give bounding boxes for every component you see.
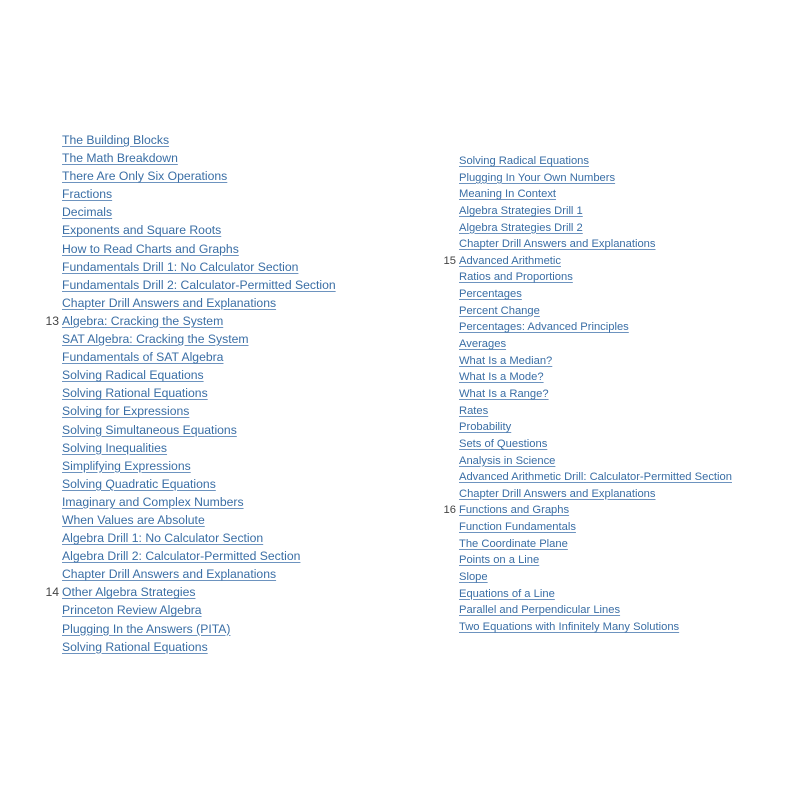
toc-entry bbox=[459, 369, 789, 386]
toc-entry bbox=[62, 203, 392, 221]
toc-right-column bbox=[443, 153, 789, 636]
toc-link[interactable]: Solving Radical Equations bbox=[459, 155, 589, 167]
toc-entry bbox=[459, 336, 789, 353]
toc-entry bbox=[459, 469, 789, 486]
toc-link[interactable]: Equations of a Line bbox=[459, 587, 555, 600]
toc-link[interactable]: Simplifying Expressions bbox=[62, 458, 191, 473]
toc-chapter-entry bbox=[443, 253, 789, 270]
toc-link[interactable]: What Is a Median? bbox=[459, 354, 553, 367]
toc-link[interactable]: Algebra Drill 2: Calculator-Permitted Section bbox=[62, 549, 301, 564]
toc-entry bbox=[459, 552, 789, 569]
toc-link[interactable]: Advanced Arithmetic bbox=[459, 254, 561, 267]
toc-link[interactable]: Other Algebra Strategies bbox=[62, 585, 196, 600]
toc-entry bbox=[459, 303, 789, 320]
toc-entry bbox=[459, 569, 789, 586]
toc-entry bbox=[459, 319, 789, 336]
toc-entry bbox=[62, 511, 392, 529]
toc-entry bbox=[62, 565, 392, 583]
toc-link[interactable]: The Building Blocks bbox=[62, 133, 170, 147]
toc-link[interactable]: Fundamentals Drill 1: No Calculator Section bbox=[62, 259, 299, 274]
toc-entry bbox=[62, 149, 392, 167]
toc-link[interactable]: What Is a Range? bbox=[459, 387, 549, 400]
toc-link[interactable]: Points on a Line bbox=[459, 554, 540, 567]
toc-entry bbox=[62, 330, 392, 348]
toc-entry bbox=[62, 240, 392, 258]
toc-entry bbox=[459, 419, 789, 436]
toc-chapter-entry bbox=[45, 583, 392, 601]
toc-link[interactable]: Solving Simultaneous Equations bbox=[62, 422, 237, 437]
toc-chapter-entry bbox=[45, 312, 392, 330]
toc-link[interactable]: Solving Quadratic Equations bbox=[62, 476, 216, 491]
toc-entry bbox=[62, 402, 392, 420]
toc-link[interactable]: Sets of Questions bbox=[459, 437, 548, 450]
toc-link[interactable]: Algebra Strategies Drill 1 bbox=[459, 204, 583, 217]
toc-link[interactable]: Chapter Drill Answers and Explanations bbox=[62, 295, 277, 310]
toc-link[interactable]: Exponents and Square Roots bbox=[62, 223, 222, 238]
toc-link[interactable]: Solving for Expressions bbox=[62, 404, 190, 419]
toc-link[interactable]: Solving Inequalities bbox=[62, 440, 168, 455]
chapter-number: 15 bbox=[443, 254, 456, 267]
toc-entry bbox=[459, 536, 789, 553]
toc-chapter-entry bbox=[443, 502, 789, 519]
toc-link[interactable]: Imaginary and Complex Numbers bbox=[62, 494, 244, 509]
chapter-number: 13 bbox=[45, 313, 59, 328]
toc-entry bbox=[62, 258, 392, 276]
toc-link[interactable]: Chapter Drill Answers and Explanations bbox=[459, 487, 656, 500]
toc-entry bbox=[62, 475, 392, 493]
toc-entry bbox=[459, 586, 789, 603]
toc-link[interactable]: Solving Rational Equations bbox=[62, 639, 208, 654]
toc-entry bbox=[62, 439, 392, 457]
toc-link[interactable]: Chapter Drill Answers and Explanations bbox=[459, 238, 656, 251]
toc-entry bbox=[459, 203, 789, 220]
toc-link[interactable]: What Is a Mode? bbox=[459, 371, 544, 384]
toc-entry bbox=[62, 348, 392, 366]
toc-link[interactable]: Slope bbox=[459, 571, 488, 584]
toc-entry bbox=[62, 638, 392, 656]
toc-link[interactable]: Rates bbox=[459, 404, 489, 417]
toc-entry bbox=[62, 384, 392, 402]
toc-link[interactable]: Meaning In Context bbox=[459, 188, 557, 201]
toc-link[interactable]: Plugging In the Answers (PITA) bbox=[62, 621, 231, 636]
toc-link[interactable]: Analysis in Science bbox=[459, 454, 556, 467]
toc-entry bbox=[459, 269, 789, 286]
toc-link[interactable]: Averages bbox=[459, 338, 507, 351]
toc-link[interactable]: Plugging In Your Own Numbers bbox=[459, 171, 616, 184]
toc-link[interactable]: Fundamentals Drill 2: Calculator-Permitted Section bbox=[62, 277, 336, 292]
toc-entry bbox=[459, 403, 789, 420]
toc-entry bbox=[459, 236, 789, 253]
toc-entry bbox=[62, 529, 392, 547]
toc-link[interactable]: Solving Rational Equations bbox=[62, 386, 208, 401]
toc-link[interactable]: Solving Radical Equations bbox=[62, 368, 204, 383]
toc-link[interactable]: Princeton Review Algebra bbox=[62, 603, 202, 618]
toc-link[interactable]: Percentages bbox=[459, 288, 522, 301]
toc-link[interactable]: The Math Breakdown bbox=[62, 151, 178, 166]
toc-link[interactable]: Functions and Graphs bbox=[459, 504, 570, 517]
toc-entry bbox=[459, 286, 789, 303]
toc-link[interactable]: Decimals bbox=[62, 205, 113, 220]
toc-entry bbox=[62, 131, 392, 149]
toc-entry bbox=[62, 457, 392, 475]
toc-link[interactable]: Chapter Drill Answers and Explanations bbox=[62, 567, 277, 582]
toc-entry bbox=[62, 366, 392, 384]
toc-link[interactable]: Algebra Drill 1: No Calculator Section bbox=[62, 531, 264, 546]
toc-link[interactable]: Percent Change bbox=[459, 304, 540, 317]
toc-entry bbox=[62, 620, 392, 638]
toc-link[interactable]: Algebra Strategies Drill 2 bbox=[459, 221, 583, 234]
toc-entry bbox=[459, 619, 789, 636]
toc-entry bbox=[62, 493, 392, 511]
toc-entry bbox=[62, 547, 392, 565]
toc-link[interactable]: Percentages: Advanced Principles bbox=[459, 321, 629, 334]
toc-link[interactable]: How to Read Charts and Graphs bbox=[62, 241, 239, 256]
toc-entry bbox=[459, 519, 789, 536]
chapter-number: 14 bbox=[45, 585, 59, 600]
toc-entry bbox=[459, 602, 789, 619]
toc-entry bbox=[459, 153, 789, 170]
chapter-number: 16 bbox=[443, 504, 456, 517]
toc-left-column bbox=[45, 131, 392, 656]
toc-link[interactable]: Two Equations with Infinitely Many Solutions bbox=[459, 620, 680, 633]
toc-entry bbox=[459, 436, 789, 453]
toc-entry bbox=[459, 186, 789, 203]
toc-entry bbox=[62, 276, 392, 294]
toc-entry bbox=[459, 353, 789, 370]
toc-entry bbox=[459, 453, 789, 470]
toc-entry bbox=[459, 486, 789, 503]
toc-entry bbox=[459, 386, 789, 403]
toc-link[interactable]: Fundamentals of SAT Algebra bbox=[62, 350, 224, 365]
toc-entry bbox=[62, 601, 392, 619]
toc-entry bbox=[62, 294, 392, 312]
toc-entry bbox=[62, 421, 392, 439]
toc-entry bbox=[459, 170, 789, 187]
toc-link[interactable]: SAT Algebra: Cracking the System bbox=[62, 332, 249, 347]
toc-link[interactable]: Algebra: Cracking the System bbox=[62, 313, 224, 328]
toc-link[interactable]: Probability bbox=[459, 421, 512, 434]
toc-link[interactable]: Fractions bbox=[62, 187, 113, 202]
toc-entry bbox=[62, 185, 392, 203]
toc-entry bbox=[459, 220, 789, 237]
toc-link[interactable]: Ratios and Proportions bbox=[459, 271, 573, 284]
toc-link[interactable]: There Are Only Six Operations bbox=[62, 169, 228, 184]
toc-link[interactable]: Advanced Arithmetic Drill: Calculator-Permitted Section bbox=[459, 471, 732, 484]
toc-link[interactable]: Parallel and Perpendicular Lines bbox=[459, 604, 621, 617]
toc-link[interactable]: When Values are Absolute bbox=[62, 512, 205, 527]
toc-link[interactable]: The Coordinate Plane bbox=[459, 537, 568, 550]
toc-entry bbox=[62, 221, 392, 239]
toc-link[interactable]: Function Fundamentals bbox=[459, 521, 576, 534]
toc-entry bbox=[62, 167, 392, 185]
